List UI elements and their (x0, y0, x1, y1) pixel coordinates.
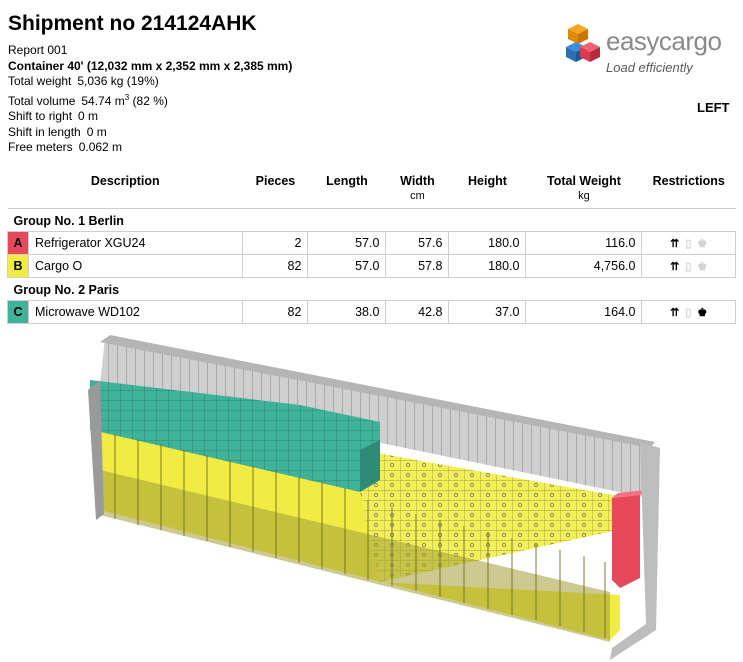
cargo-table (7, 172, 736, 324)
table-row[interactable] (8, 232, 736, 255)
container-label: Container 40' (12,032 mm x 2,352 mm x 2,385 mm) (8, 58, 293, 73)
table-row[interactable] (8, 301, 736, 324)
width-unit: cm (386, 190, 449, 209)
no-stack-icon: ♚ (697, 238, 708, 251)
fragile-icon: ▯ (685, 307, 692, 320)
item-length: 57.0 (308, 255, 386, 278)
col-pieces: Pieces (255, 174, 296, 188)
item-description: Microwave WD102 (29, 301, 243, 324)
weight-unit: kg (526, 190, 642, 209)
logo-wordmark: easycargo (606, 26, 722, 56)
item-restrictions (642, 255, 736, 278)
free-meters-row: Free meters 0.062 m (8, 140, 123, 154)
item-letter: B (8, 255, 29, 278)
fragile-icon: ▯ (685, 238, 692, 251)
shift-length-row: Shift in length 0 m (8, 124, 107, 139)
item-weight: 4,756.0 (526, 255, 642, 278)
fragile-icon: ▯ (685, 261, 692, 274)
col-restrictions: Restrictions (652, 174, 725, 188)
cubes-logo-icon (564, 22, 604, 68)
item-pieces: 82 (243, 255, 308, 278)
group-row-paris: Group No. 2 Paris (13, 283, 120, 297)
item-width: 57.6 (386, 232, 449, 255)
item-pieces: 2 (243, 232, 308, 255)
total-weight-row: Total weight 5,036 kg (19%) (8, 74, 159, 88)
col-description: Description (90, 174, 160, 188)
report-label: Report 001 (8, 43, 68, 57)
item-letter: C (8, 301, 29, 324)
item-description: Refrigerator XGU24 (29, 232, 243, 255)
item-length: 57.0 (308, 232, 386, 255)
col-total-weight: Total Weight (547, 174, 621, 188)
item-letter: A (8, 232, 29, 255)
item-length: 38.0 (308, 301, 386, 324)
this-side-up-icon: ⇈ (670, 238, 680, 251)
shipment-info (8, 43, 292, 156)
item-height: 180.0 (449, 255, 526, 278)
group-row-berlin: Group No. 1 Berlin (13, 214, 124, 228)
units-row (8, 190, 736, 209)
col-height: Height (468, 174, 507, 188)
item-width: 42.8 (386, 301, 449, 324)
table-header-row (8, 172, 736, 190)
container-illustration (0, 330, 743, 662)
item-restrictions (642, 301, 736, 324)
col-width: Width (400, 174, 435, 188)
view-direction-label: LEFT (697, 100, 730, 115)
logo-tagline: Load efficiently (606, 60, 693, 75)
refrigerator-block (612, 495, 640, 588)
no-stack-icon: ♚ (697, 307, 708, 320)
item-restrictions (642, 232, 736, 255)
no-stack-icon: ♚ (697, 261, 708, 274)
item-weight: 116.0 (526, 232, 642, 255)
item-height: 37.0 (449, 301, 526, 324)
this-side-up-icon: ⇈ (670, 261, 680, 274)
item-description: Cargo O (29, 255, 243, 278)
col-length: Length (326, 174, 368, 188)
item-height: 180.0 (449, 232, 526, 255)
table-row[interactable] (8, 255, 736, 278)
shift-right-row: Shift to right 0 m (8, 109, 99, 123)
easycargo-logo (564, 22, 724, 82)
item-width: 57.8 (386, 255, 449, 278)
total-volume-row: Total volume 54.74 $m^3$ (82 %) (8, 92, 168, 108)
item-pieces: 82 (243, 301, 308, 324)
item-weight: 164.0 (526, 301, 642, 324)
shipment-title: Shipment no 214124AHK (8, 12, 257, 35)
container-3d-view (0, 330, 743, 662)
this-side-up-icon: ⇈ (670, 307, 680, 320)
